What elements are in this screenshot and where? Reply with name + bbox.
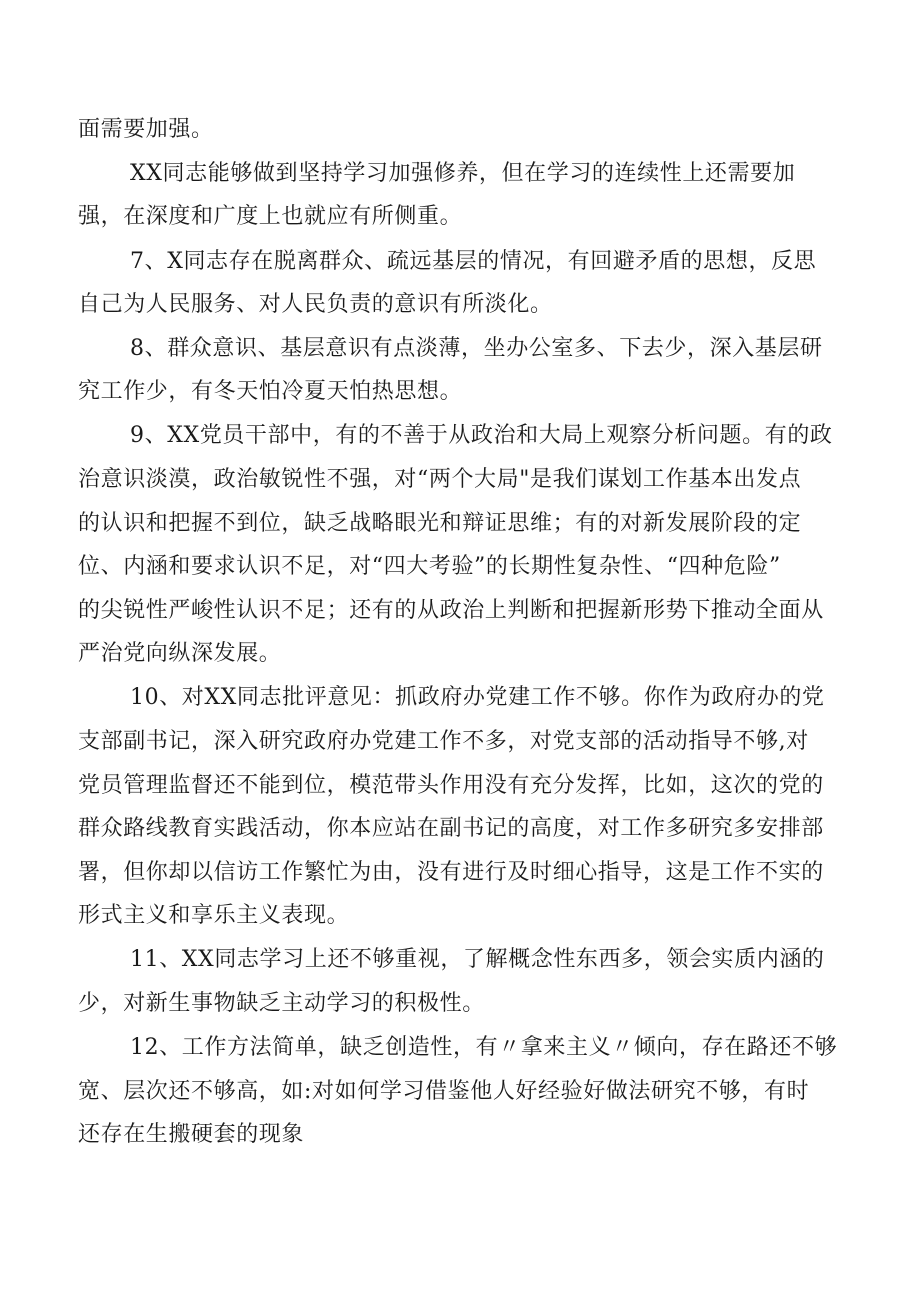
text-line-13: 严治党向纵深发展。	[78, 641, 282, 666]
text-line-5: 自己为人民服务、对人民负责的意识有所淡化。	[78, 292, 553, 317]
text-line-2: XX同志能够做到坚持学习加强修养，但在学习的连续性上还需要加	[130, 161, 796, 186]
text-line-7: 究工作少，有冬天怕冷夏天怕热思想。	[78, 379, 463, 404]
text-line-4: 7、X同志存在脱离群众、疏远基层的情况，有回避矛盾的思想，反思	[130, 249, 817, 274]
text-line-24: 还存在生搬硬套的现象	[78, 1122, 305, 1147]
text-line-22: 12、工作方法简单，缺乏创造性，有〃拿来主义〃倾向，存在路还不够	[130, 1035, 838, 1060]
text-line-14: 10、对XX同志批评意见：抓政府办党建工作不够。你作为政府办的党	[130, 685, 825, 710]
text-line-16: 党员管理监督还不能到位，模范带头作用没有充分发挥，比如，这次的党的	[78, 773, 824, 798]
text-line-9: 治意识淡漠，政治敏锐性不强，对“两个大局"是我们谋划工作基本出发点	[78, 467, 802, 492]
text-line-6: 8、群众意识、基层意识有点淡薄，坐办公室多、下去少，深入基层研	[130, 336, 823, 361]
text-line-10: 的认识和把握不到位，缺乏战略眼光和辩证思维；有的对新发展阶段的定	[78, 511, 802, 536]
text-line-8: 9、XX党员干部中，有的不善于从政治和大局上观察分析问题。有的政	[130, 423, 833, 448]
text-line-12: 的尖锐性严峻性认识不足；还有的从政治上判断和把握新形势下推动全面从	[78, 598, 824, 623]
text-line-17: 群众路线教育实践活动，你本应站在副书记的高度，对工作多研究多安排部	[78, 816, 824, 841]
text-line-23: 宽、层次还不够高，如:对如何学习借鉴他人好经验好做法研究不够，有时	[78, 1079, 810, 1104]
text-line-20: 11、XX同志学习上还不够重视，了解概念性东西多，领会实质内涵的	[130, 947, 825, 972]
text-line-15: 支部副书记，深入研究政府办党建工作不多，对党支部的活动指导不够,对	[78, 729, 809, 754]
text-line-18: 署，但你却以信访工作繁忙为由，没有进行及时细心指导，这是工作不实的	[78, 860, 824, 885]
text-line-1: 面需要加强。	[78, 117, 214, 142]
text-line-21: 少，对新生事物缺乏主动学习的积极性。	[78, 991, 485, 1016]
text-line-11: 位、内涵和要求认识不足，对“四大考验”的长期性复杂性、“四种危险”	[78, 554, 781, 579]
text-line-19: 形式主义和享乐主义表现。	[78, 903, 350, 928]
text-line-3: 强，在深度和广度上也就应有所侧重。	[78, 204, 463, 229]
